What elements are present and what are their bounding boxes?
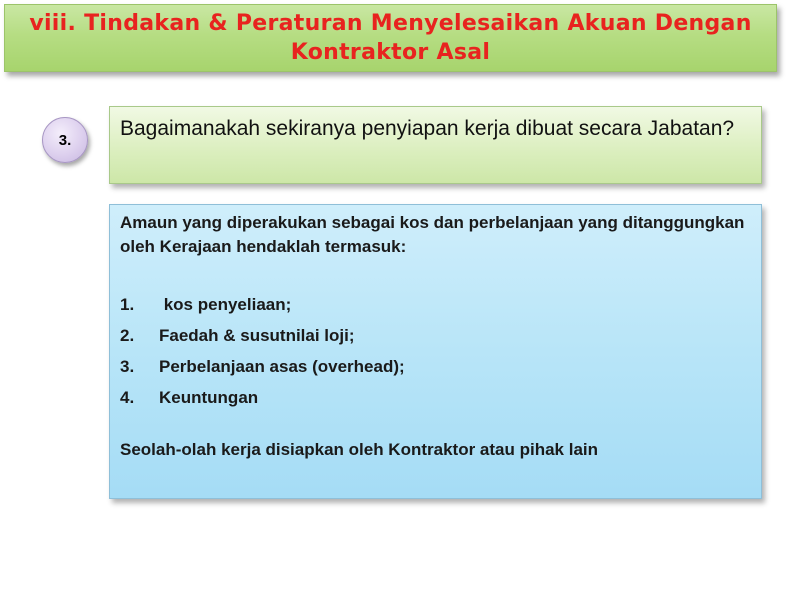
title-line-1: viii. Tindakan & Peraturan Menyelesaikan Akuan Dengan: [29, 11, 752, 36]
list-item-number: 3.: [120, 357, 135, 376]
answer-content: [120, 211, 751, 462]
number-badge: [42, 117, 88, 163]
list-item-text: Perbelanjaan asas (overhead);: [159, 357, 405, 376]
question-box: [109, 106, 762, 184]
answer-list: [120, 289, 751, 413]
list-item: [120, 351, 751, 382]
badge-number: 3.: [58, 131, 72, 149]
list-item-text: kos penyeliaan;: [159, 295, 292, 314]
answer-box: [109, 204, 762, 499]
answer-intro: Amaun yang diperakukan sebagai kos dan perbelanjaan yang ditanggungkan oleh Kerajaan hendaklah termasuk:: [120, 213, 745, 256]
list-item: [120, 289, 751, 320]
list-item-text: Faedah & susutnilai loji;: [159, 326, 355, 345]
list-item: [120, 382, 751, 413]
list-item-number: 1.: [120, 295, 135, 314]
list-item-number: 2.: [120, 326, 135, 345]
title-banner: [4, 4, 777, 72]
answer-conclusion: Seolah-olah kerja disiapkan oleh Kontraktor atau pihak lain: [120, 440, 599, 459]
list-item-number: 4.: [120, 388, 135, 407]
title-line-2: Kontraktor Asal: [290, 40, 491, 65]
list-item-text: Keuntungan: [159, 388, 259, 407]
slide-title: [21, 9, 761, 67]
list-item: [120, 320, 751, 351]
question-text: Bagaimanakah sekiranya penyiapan kerja dibuat secara Jabatan?: [120, 117, 735, 140]
